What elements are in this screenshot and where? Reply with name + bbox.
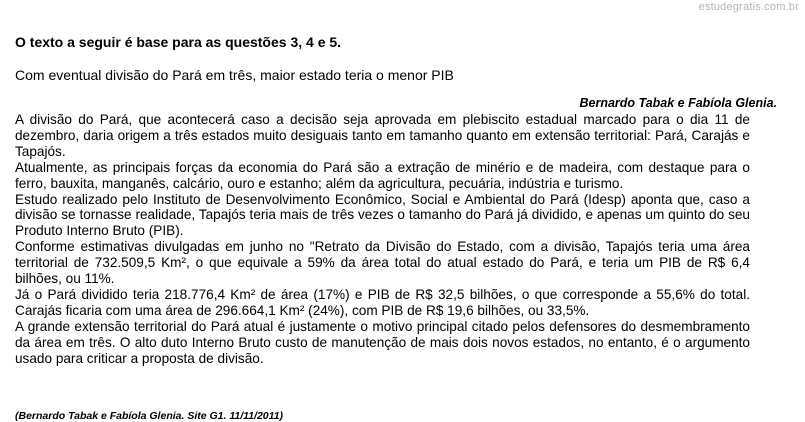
article-title: Com eventual divisão do Pará em três, maior estado teria o menor PIB	[15, 67, 454, 83]
source-citation: (Bernardo Tabak e Fabíola Glenia. Site G1. 11/11/2011)	[15, 410, 284, 422]
paragraph-6: A grande extensão territorial do Pará atual é justamente o motivo principal citado pelos defensores do desmembramento da área em três. O alto duto Interno Bruto custo de manutenção de mais dois novos estados, no entanto, é o argumento usado para criticar a proposta de divisão.	[15, 318, 750, 366]
article-authors: Bernardo Tabak e Fabíola Glenia.	[579, 96, 777, 110]
article-body	[15, 112, 750, 367]
paragraph-4: Conforme estimativas divulgadas em junho no "Retrato da Divisão do Estado, com a divisão, Tapajós teria uma área territorial de 732.509,5 Km², o que equivale a 59% da área total do atual estado do Pará, e teria um PIB de R$ 6,4 bilhões, ou 11%.	[15, 239, 750, 287]
paragraph-1: A divisão do Pará, que acontecerá caso a decisão seja aprovada em plebiscito estadual marcado para o dia 11 de dezembro, daria origem a três estados muito desiguais tanto em tamanho quanto em extensão territorial: Pará, Carajás e Tapajós.	[15, 112, 750, 159]
paragraph-5: Já o Pará dividido teria 218.776,4 Km² de área (17%) e PIB de R$ 32,5 bilhões, o que corresponde a 55,6% do total. Carajás ficaria com uma área de 296.664,1 Km² (24%), com PIB de R$ 19,6 bilhões, ou 33,5%.	[15, 286, 750, 318]
question-heading: O texto a seguir é base para as questões 3, 4 e 5.	[15, 34, 342, 50]
paragraph-2: Atualmente, as principais forças da economia do Pará são a extração de minério e de madeira, com destaque para o ferro, bauxita, manganês, calcário, ouro e estanho; além da agricultura, pecuária, indústria e turismo.	[15, 159, 750, 191]
watermark: estudegratis.com.br	[698, 1, 799, 13]
paragraph-3: Estudo realizado pelo Instituto de Desenvolvimento Econômico, Social e Ambiental do Pará (Idesp) aponta que, caso a divisão se tornasse realidade, Tapajós teria mais de três vezes o tamanho do Pará já dividido, e apenas um quinto do seu Produto Interno Bruto (PIB).	[15, 191, 750, 239]
